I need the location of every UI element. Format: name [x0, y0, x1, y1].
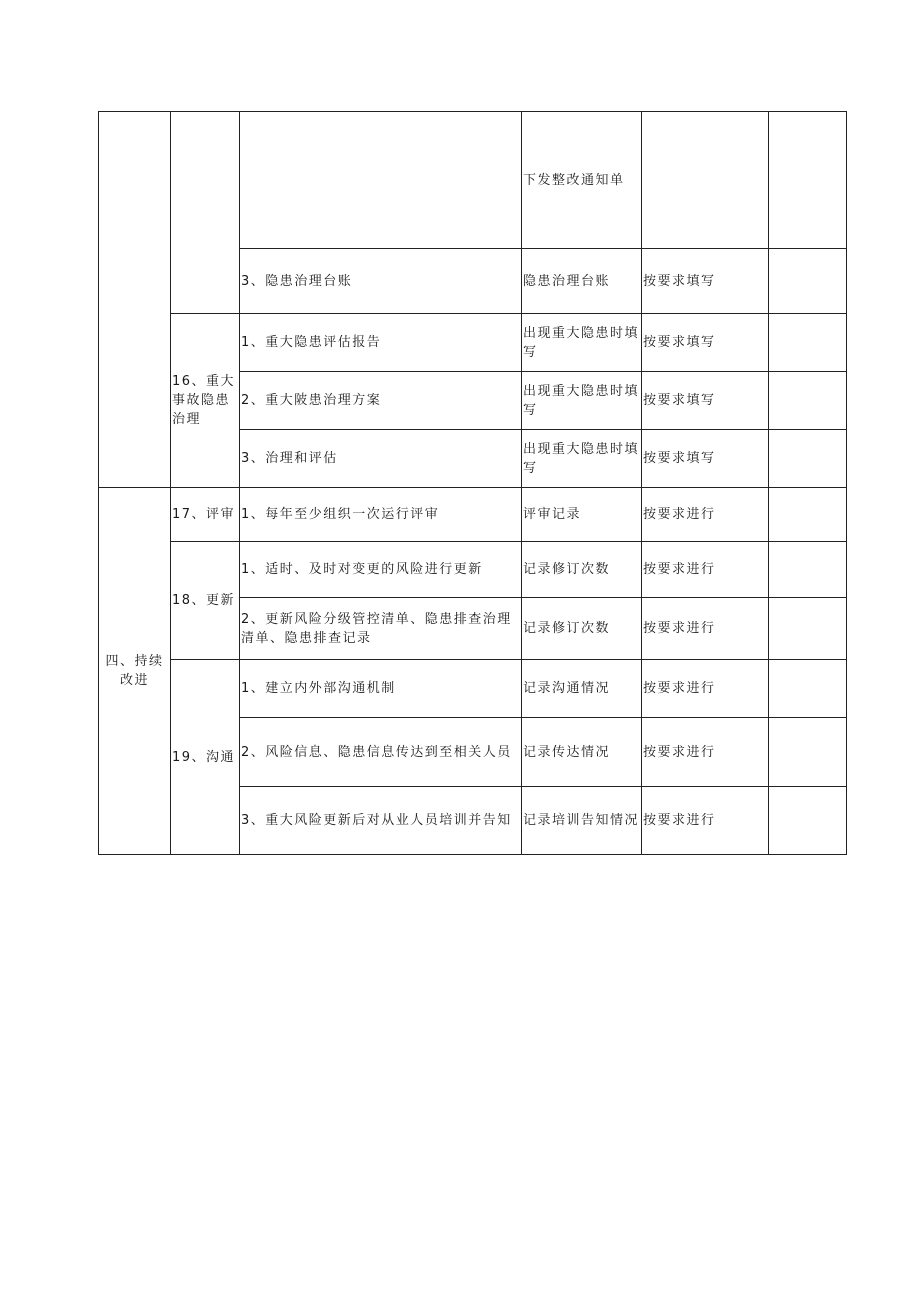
requirement-cell: 按要求填写	[642, 314, 769, 372]
remark-cell	[769, 372, 847, 430]
requirement-cell: 按要求进行	[642, 660, 769, 718]
measure-cell	[240, 112, 522, 249]
remark-cell	[769, 488, 847, 542]
measure-cell: 3、隐患治理台账	[240, 249, 522, 314]
remark-cell	[769, 660, 847, 718]
remark-cell	[769, 718, 847, 787]
remark-cell	[769, 249, 847, 314]
requirement-cell: 按要求进行	[642, 488, 769, 542]
requirement-cell: 按要求进行	[642, 718, 769, 787]
evidence-cell: 出现重大隐患时填写	[522, 314, 642, 372]
measure-cell: 3、重大风险更新后对从业人员培训并告知	[240, 787, 522, 855]
measure-cell: 1、重大隐患评估报告	[240, 314, 522, 372]
item-cell: 18、更新	[171, 542, 240, 660]
remark-cell	[769, 314, 847, 372]
remark-cell	[769, 598, 847, 660]
evidence-cell: 出现重大隐患时填写	[522, 372, 642, 430]
table-row	[99, 660, 847, 718]
measure-cell: 2、重大陂患治理方案	[240, 372, 522, 430]
remark-cell	[769, 430, 847, 488]
item-cell: 17、评审	[171, 488, 240, 542]
measure-cell: 1、适时、及时对变更的风险进行更新	[240, 542, 522, 598]
requirement-cell: 按要求填写	[642, 372, 769, 430]
requirement-cell: 按要求进行	[642, 542, 769, 598]
section-cell: 四、持续改进	[99, 488, 171, 855]
table-row	[99, 488, 847, 542]
measure-cell: 2、风险信息、隐患信息传达到至相关人员	[240, 718, 522, 787]
table-row	[99, 314, 847, 372]
remark-cell	[769, 542, 847, 598]
evidence-cell: 记录修订次数	[522, 598, 642, 660]
requirement-cell: 按要求进行	[642, 787, 769, 855]
evidence-cell: 记录修订次数	[522, 542, 642, 598]
evidence-cell: 评审记录	[522, 488, 642, 542]
item-cell: 16、重大事故隐患治理	[171, 314, 240, 488]
section-cell-continued	[99, 112, 171, 488]
measure-cell: 3、治理和评估	[240, 430, 522, 488]
measure-cell: 2、更新风险分级管控清单、隐患排查治理清单、隐患排查记录	[240, 598, 522, 660]
evidence-cell: 出现重大隐患时填写	[522, 430, 642, 488]
item-cell-continued	[171, 112, 240, 314]
remark-cell	[769, 787, 847, 855]
assessment-table	[98, 111, 847, 855]
remark-cell	[769, 112, 847, 249]
table-row	[99, 542, 847, 598]
evidence-cell: 记录传达情况	[522, 718, 642, 787]
table-row	[99, 112, 847, 249]
requirement-cell: 按要求进行	[642, 598, 769, 660]
item-cell: 19、沟通	[171, 660, 240, 855]
evidence-cell: 记录沟通情况	[522, 660, 642, 718]
requirement-cell: 按要求填写	[642, 430, 769, 488]
evidence-cell: 记录培训告知情况	[522, 787, 642, 855]
evidence-cell: 隐患治理台账	[522, 249, 642, 314]
measure-cell: 1、建立内外部沟通机制	[240, 660, 522, 718]
measure-cell: 1、每年至少组织一次运行评审	[240, 488, 522, 542]
requirement-cell	[642, 112, 769, 249]
evidence-cell: 下发整改通知单	[522, 112, 642, 249]
requirement-cell: 按要求填写	[642, 249, 769, 314]
